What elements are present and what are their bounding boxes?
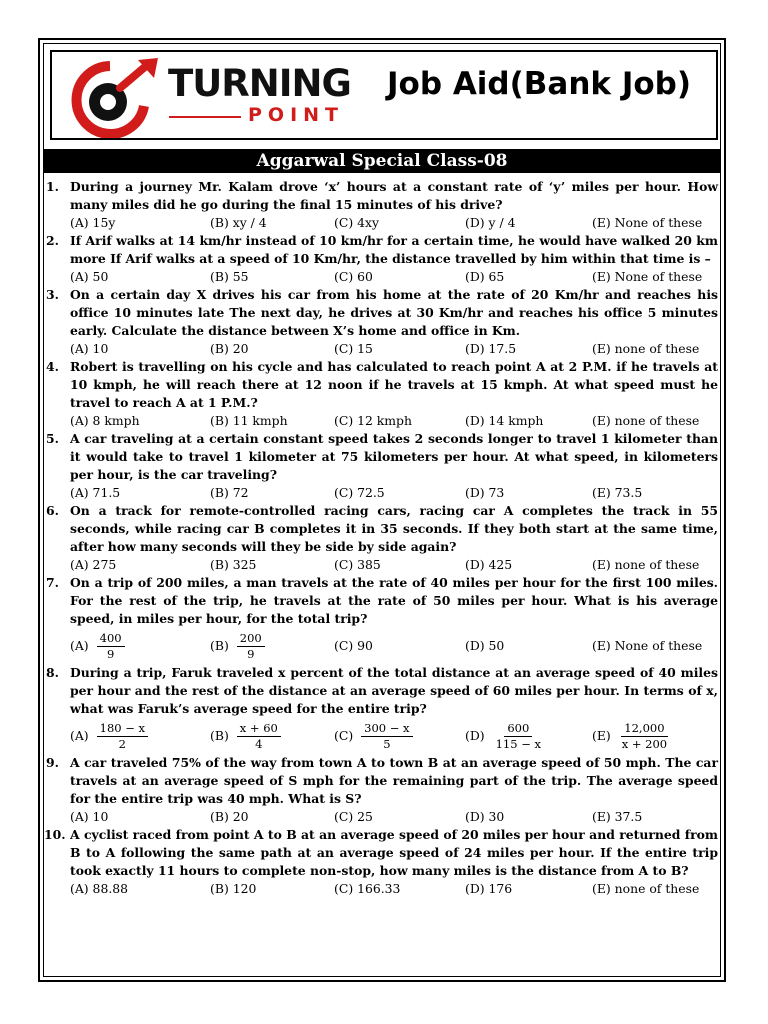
fraction-denominator: 115 − x	[495, 736, 541, 751]
option-label: (E) None of these	[592, 638, 703, 653]
option-e: (E) none of these	[592, 557, 700, 572]
option-c: (C) 385	[334, 557, 381, 572]
fraction	[493, 721, 544, 752]
answer-options	[70, 718, 722, 754]
fraction-denominator: x + 200	[621, 736, 668, 751]
question-number: 7.	[46, 575, 59, 590]
question-number: 5.	[46, 431, 59, 446]
option-a: (A) 50	[70, 269, 109, 284]
question-10	[44, 826, 722, 898]
question-number: 6.	[46, 503, 59, 518]
question-number: 9.	[46, 755, 59, 770]
section-title: Aggarwal Special Class-08	[44, 149, 720, 173]
fraction-denominator: 2	[118, 736, 126, 751]
question-text: A car traveled 75% of the way from town A to town B at an average speed of 50 mph. The car travels at an average speed of S mph for the remaining part of the trip. The average speed for the entire trip was 40 mph. What is S?	[70, 755, 718, 806]
question-text: On a track for remote-controlled racing cars, racing car A completes the track in 55 seconds, while racing car B completes it in 35 seconds. If they both start at the same time, after how many seconds will they be side by side again?	[70, 503, 718, 554]
option-b: (B) 20	[210, 809, 249, 824]
option-b: (B) xy / 4	[210, 215, 267, 230]
question-6	[44, 502, 722, 574]
option-d: (D) 14 kmph	[465, 413, 544, 428]
turning-point-logo-icon	[62, 58, 162, 138]
question-number: 2.	[46, 233, 59, 248]
question-text: On a trip of 200 miles, a man travels at the rate of 40 miles per hour for the first 100 miles. For the rest of the trip, he travels at the rate of 50 miles per hour. What is his average speed, in miles per hour, for the total trip?	[70, 575, 718, 626]
option-a: (A) 15y	[70, 215, 116, 230]
option-c: (C) 15	[334, 341, 373, 356]
option-b: (B) 72	[210, 485, 249, 500]
option-a: (A) 10	[70, 341, 109, 356]
question-text: A cyclist raced from point A to B at an average speed of 20 miles per hour and returned from B to A following the same path at an average speed of 24 miles per hour. If the entire trip took exactly 11 hours to complete non-stop, how many miles is the distance from A to B?	[70, 827, 718, 878]
option-label: (D)	[465, 728, 485, 743]
fraction	[97, 721, 148, 752]
question-3	[44, 286, 722, 358]
question-text: During a journey Mr. Kalam drove ‘x’ hours at a constant rate of ‘y’ miles per hour. How many miles did he go during the final 15 minutes of his drive?	[70, 179, 718, 212]
option-a: (A) 88.88	[70, 881, 129, 896]
question-text: During a trip, Faruk traveled x percent of the total distance at an average speed of 40 miles per hour and the rest of the distance at an average speed of 60 miles per hour. In terms of x, what was Faruk’s average speed for the entire trip?	[70, 665, 718, 716]
option-d: (D) 73	[465, 485, 505, 500]
option-b: (B) 325	[210, 557, 257, 572]
fraction-denominator: 9	[247, 646, 255, 661]
option-label: (A)	[70, 638, 89, 653]
answer-options	[70, 268, 722, 286]
option-b	[210, 719, 281, 753]
question-number: 4.	[46, 359, 59, 374]
option-a: (A) 10	[70, 809, 109, 824]
option-a: (A) 71.5	[70, 485, 121, 500]
question-text: If Arif walks at 14 km/hr instead of 10 km/hr for a certain time, he would have walked 20 km more If Arif walks at a speed of 10 Km/hr, the distance travelled by him within that time is –	[70, 233, 718, 266]
fraction-denominator: 5	[383, 736, 391, 751]
fraction-denominator: 9	[106, 646, 115, 661]
question-list	[44, 178, 722, 898]
question-5	[44, 430, 722, 502]
answer-options	[70, 808, 722, 826]
option-c: (C) 25	[334, 809, 373, 824]
option-d: (D) 176	[465, 881, 513, 896]
answer-options	[70, 880, 722, 898]
question-number: 1.	[46, 179, 59, 194]
option-c	[334, 629, 373, 663]
option-label: (B)	[210, 728, 229, 743]
option-d	[465, 719, 544, 753]
option-c: (C) 60	[334, 269, 373, 284]
option-b	[210, 629, 265, 663]
fraction-denominator: 4	[255, 736, 263, 751]
option-e: (E) none of these	[592, 881, 700, 896]
header-banner	[50, 50, 718, 140]
option-e: (E) none of these	[592, 341, 700, 356]
question-number: 3.	[46, 287, 59, 302]
brand-divider-line	[169, 116, 241, 118]
question-9	[44, 754, 722, 826]
fraction-numerator: 180 − x	[97, 721, 148, 737]
option-c: (C) 4xy	[334, 215, 379, 230]
fraction-numerator: 300 − x	[361, 721, 412, 737]
question-number: 8.	[46, 665, 59, 680]
question-text: On a certain day X drives his car from his home at the rate of 20 Km/hr and reaches his office 10 minutes late The next day, he drives at 30 Km/hr and reaches his office 5 minutes early. Calculate the distance between X’s home and office in Km.	[70, 287, 718, 338]
question-text: Robert is travelling on his cycle and has calculated to reach point A at 2 P.M. if he travels at 10 kmph, he will reach there at 12 noon if he travels at 15 kmph. At what speed must he travel to reach A at 1 P.M.?	[70, 359, 718, 410]
option-label: (C) 90	[334, 638, 373, 653]
option-label: (E)	[592, 728, 611, 743]
option-e: (E) None of these	[592, 215, 703, 230]
fraction	[619, 721, 670, 752]
option-e: (E) 73.5	[592, 485, 643, 500]
fraction	[97, 631, 125, 662]
answer-options	[70, 340, 722, 358]
fraction	[237, 631, 265, 662]
answer-options	[70, 556, 722, 574]
question-8	[44, 664, 722, 754]
option-d	[465, 629, 504, 663]
option-d: (D) 17.5	[465, 341, 517, 356]
question-1	[44, 178, 722, 232]
option-c: (C) 12 kmph	[334, 413, 412, 428]
brand-name-point: POINT	[248, 104, 345, 126]
fraction	[237, 721, 281, 752]
answer-options	[70, 484, 722, 502]
option-a: (A) 8 kmph	[70, 413, 140, 428]
question-7	[44, 574, 722, 664]
option-c	[334, 719, 413, 753]
option-d: (D) 425	[465, 557, 513, 572]
option-b: (B) 55	[210, 269, 249, 284]
answer-options	[70, 628, 722, 664]
fraction-numerator: 400	[97, 631, 125, 647]
option-b: (B) 20	[210, 341, 249, 356]
question-number: 10.	[44, 827, 66, 842]
option-d: (D) 30	[465, 809, 505, 824]
answer-options	[70, 214, 722, 232]
question-text: A car traveling at a certain constant speed takes 2 seconds longer to travel 1 kilometer than it would take to travel 1 kilometer at 75 kilometers per hour. At what speed, in kilometers per hour, is the car traveling?	[70, 431, 718, 482]
option-b: (B) 11 kmph	[210, 413, 288, 428]
header-title: Job Aid(Bank Job)	[387, 66, 692, 102]
question-2	[44, 232, 722, 286]
option-a	[70, 719, 148, 753]
option-label: (D) 50	[465, 638, 505, 653]
option-b: (B) 120	[210, 881, 257, 896]
question-4	[44, 358, 722, 430]
option-label: (A)	[70, 728, 89, 743]
option-a	[70, 629, 125, 663]
option-label: (C)	[334, 728, 354, 743]
answer-options	[70, 412, 722, 430]
option-e: (E) none of these	[592, 413, 700, 428]
fraction-numerator: 600	[504, 721, 532, 737]
option-c: (C) 166.33	[334, 881, 401, 896]
brand-name-turning: TURNING	[168, 62, 351, 105]
option-label: (B)	[210, 638, 229, 653]
fraction	[361, 721, 412, 752]
fraction-numerator: x + 60	[237, 721, 281, 737]
option-e	[592, 719, 670, 753]
option-a: (A) 275	[70, 557, 117, 572]
option-c: (C) 72.5	[334, 485, 385, 500]
option-d: (D) 65	[465, 269, 505, 284]
option-e: (E) 37.5	[592, 809, 643, 824]
fraction-numerator: 200	[237, 631, 265, 647]
option-e	[592, 629, 702, 663]
option-d: (D) y / 4	[465, 215, 516, 230]
fraction-numerator: 12,000	[621, 721, 667, 737]
option-e: (E) None of these	[592, 269, 703, 284]
